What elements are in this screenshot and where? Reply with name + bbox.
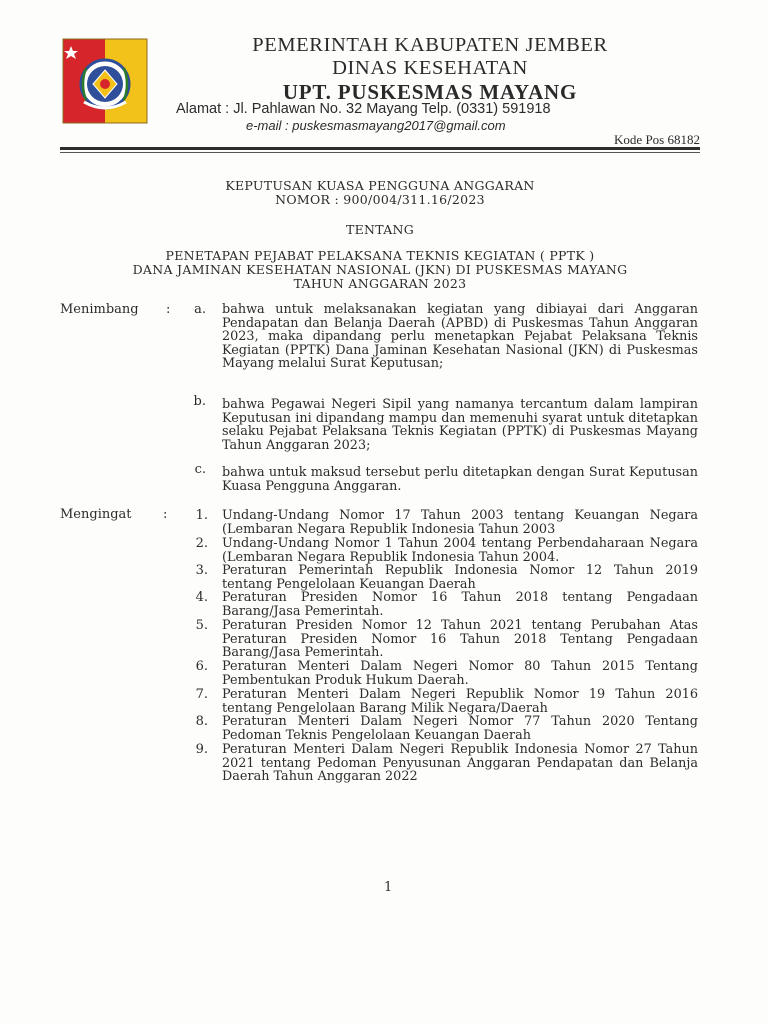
menimbang-colon: : <box>166 302 171 317</box>
letterhead-institution: UPT. PUSKESMAS MAYANG <box>282 80 578 104</box>
letterhead-divider <box>60 147 700 150</box>
letterhead-department: DINAS KESEHATAN <box>332 57 528 79</box>
mengingat-item-marker: 5. <box>195 618 208 633</box>
mengingat-item-marker: 8. <box>195 714 208 729</box>
decree-number: NOMOR : 900/004/311.16/2023 <box>275 192 485 207</box>
letterhead-address: Alamat : Jl. Pahlawan No. 32 Mayang Telp. (0331) 591918 <box>176 101 551 117</box>
decree-about: TENTANG <box>345 222 415 237</box>
mengingat-item: Peraturan Presiden Nomor 12 Tahun 2021 tentang Perubahan Atas Peraturan Presiden Nomor 16 Tahun 2018 Tentang Pengadaan Barang/Jasa Pemerintah. <box>222 618 698 661</box>
mengingat-item-marker: 3. <box>195 563 208 578</box>
decree-title: KEPUTUSAN KUASA PENGGUNA ANGGARAN <box>225 178 535 193</box>
mengingat-item-marker: 4. <box>195 590 208 605</box>
menimbang-item: bahwa untuk maksud tersebut perlu ditetapkan dengan Surat Keputusan Kuasa Pengguna Anggaran. <box>222 465 698 494</box>
mengingat-label: Mengingat <box>60 507 132 522</box>
mengingat-item-marker: 7. <box>195 687 208 702</box>
kabupaten-jember-logo <box>62 38 148 124</box>
mengingat-item: Peraturan Presiden Nomor 16 Tahun 2018 tentang Pengadaan Barang/Jasa Pemerintah. <box>222 590 698 619</box>
letterhead-email: e-mail : puskesmasmayang2017@gmail.com <box>246 118 506 133</box>
mengingat-item-marker: 2. <box>195 536 208 551</box>
menimbang-item-marker: a. <box>194 302 206 317</box>
menimbang-item: bahwa untuk melaksanakan kegiatan yang dibiayai dari Anggaran Pendapatan dan Belanja Daerah (APBD) di Puskesmas Tahun Anggaran 2023, maka dipandang perlu menetapkan Pejabat Pelaksana Teknis Kegiatan (PPTK) Dana Jaminan Kesehatan Nasional (JKN) di Puskesmas Mayang melalui Surat Keputusan; <box>222 302 698 372</box>
mengingat-item: Peraturan Menteri Dalam Negeri Nomor 80 Tahun 2015 Tentang Pembentukan Produk Hukum Daerah. <box>222 659 698 688</box>
mengingat-item: Peraturan Menteri Dalam Negeri Nomor 77 Tahun 2020 Tentang Pedoman Teknis Pengelolaan Keuangan Daerah <box>222 714 698 743</box>
mengingat-item: Undang-Undang Nomor 1 Tahun 2004 tentang Perbendaharaan Negara (Lembaran Negara Republik Indonesia Tahun 2004. <box>222 536 698 565</box>
decree-subject-line-2: DANA JAMINAN KESEHATAN NASIONAL (JKN) DI PUSKESMAS MAYANG <box>132 262 628 277</box>
menimbang-item-marker: b. <box>193 394 206 409</box>
mengingat-colon: : <box>163 507 168 522</box>
menimbang-item-marker: c. <box>194 462 206 477</box>
menimbang-item: bahwa Pegawai Negeri Sipil yang namanya tercantum dalam lampiran Keputusan ini dipandang mampu dan memenuhi syarat untuk ditetapkan selaku Pejabat Pelaksana Teknis Kegiatan (PPTK) di Puskesmas Mayang Tahun Anggaran 2023; <box>222 397 698 453</box>
letterhead-postal-code: Kode Pos 68182 <box>614 132 700 147</box>
mengingat-item-marker: 6. <box>195 659 208 674</box>
decree-subject-line-3: TAHUN ANGGARAN 2023 <box>293 276 467 291</box>
page-number: 1 <box>384 880 393 895</box>
menimbang-label: Menimbang <box>60 302 139 317</box>
mengingat-item: Undang-Undang Nomor 17 Tahun 2003 tentang Keuangan Negara (Lembaran Negara Republik Indonesia Tahun 2003 <box>222 508 698 537</box>
letterhead-divider-thin <box>60 152 700 153</box>
decree-subject-line-1: PENETAPAN PEJABAT PELAKSANA TEKNIS KEGIATAN ( PPTK ) <box>165 248 595 263</box>
mengingat-item-marker: 9. <box>195 742 208 757</box>
mengingat-item: Peraturan Menteri Dalam Negeri Republik Nomor 19 Tahun 2016 tentang Pengelolaan Barang Milik Negara/Daerah <box>222 687 698 716</box>
mengingat-item-marker: 1. <box>195 508 208 523</box>
mengingat-item: Peraturan Menteri Dalam Negeri Republik Indonesia Nomor 27 Tahun 2021 tentang Pedoman Penyusunan Anggaran Pendapatan dan Belanja Daerah Tahun Anggaran 2022 <box>222 742 698 785</box>
mengingat-item: Peraturan Pemerintah Republik Indonesia Nomor 12 Tahun 2019 tentang Pengelolaan Keuangan Daerah <box>222 563 698 592</box>
letterhead-government: PEMERINTAH KABUPATEN JEMBER <box>252 34 608 56</box>
